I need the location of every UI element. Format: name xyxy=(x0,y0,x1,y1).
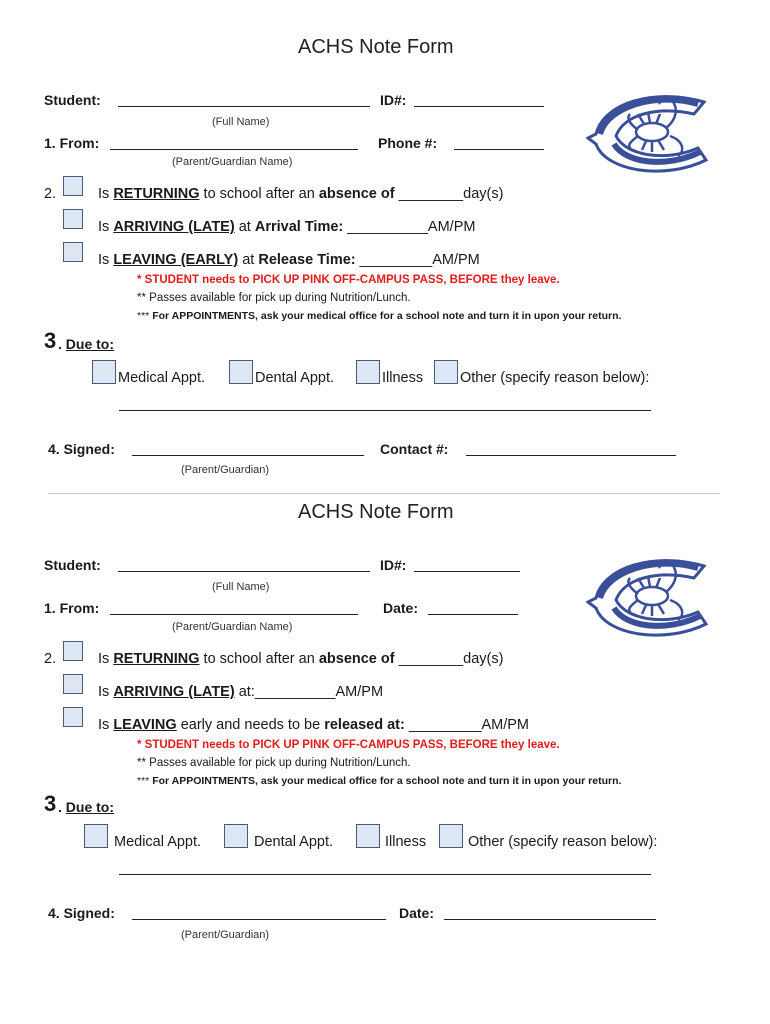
pink-pass-notice: * STUDENT needs to PICK UP PINK OFF-CAMPUS PASS, BEFORE they leave. xyxy=(137,739,560,751)
dental-appt-checkbox[interactable] xyxy=(224,824,248,848)
passes-notice: ** Passes available for pick up during Nutrition/Lunch. xyxy=(137,292,411,304)
other-label: Other (specify reason below): xyxy=(468,834,658,850)
signature-field[interactable] xyxy=(132,919,386,920)
returning-row: Is RETURNING to school after an absence of ________day(s) xyxy=(98,651,504,667)
id-label: ID#: xyxy=(380,557,407,573)
appointments-notice: *** For APPOINTMENTS, ask your medical office for a school note and turn it in upon your return. xyxy=(137,310,622,322)
id-label: ID#: xyxy=(380,92,407,108)
medical-appt-label: Medical Appt. xyxy=(114,834,202,850)
appointments-notice: *** For APPOINTMENTS, ask your medical office for a school note and turn it in upon your return. xyxy=(137,775,622,787)
scorpion-logo-icon xyxy=(586,84,716,181)
item-3-number: 3 xyxy=(44,328,57,353)
other-checkbox[interactable] xyxy=(439,824,463,848)
medical-appt-checkbox[interactable] xyxy=(92,360,116,384)
from-field[interactable] xyxy=(110,614,358,615)
date-label: Date: xyxy=(399,905,435,921)
reason-field[interactable] xyxy=(119,874,651,875)
dental-appt-label: Dental Appt. xyxy=(254,834,333,850)
phone-field[interactable] xyxy=(454,149,544,150)
item-2-number: 2. xyxy=(44,186,57,202)
from-field[interactable] xyxy=(110,149,358,150)
leaving-row: Is LEAVING (EARLY) at Release Time: _________AM/PM xyxy=(98,252,480,268)
student-label: Student: xyxy=(44,92,101,108)
date-label: Date: xyxy=(383,600,419,616)
parent-name-hint: (Parent/Guardian Name) xyxy=(172,156,293,168)
illness-checkbox[interactable] xyxy=(356,360,380,384)
reason-field[interactable] xyxy=(119,410,651,411)
medical-appt-checkbox[interactable] xyxy=(84,824,108,848)
dental-appt-label: Dental Appt. xyxy=(255,370,334,386)
parent-guardian-hint: (Parent/Guardian) xyxy=(181,929,270,941)
pink-pass-notice: * STUDENT needs to PICK UP PINK OFF-CAMPUS PASS, BEFORE they leave. xyxy=(137,274,560,286)
student-name-field[interactable] xyxy=(118,106,370,107)
arriving-row: Is ARRIVING (LATE) at:__________AM/PM xyxy=(98,684,384,700)
other-checkbox[interactable] xyxy=(434,360,458,384)
form-divider xyxy=(48,493,720,494)
contact-label: Contact #: xyxy=(380,441,449,457)
contact-field[interactable] xyxy=(466,455,676,456)
phone-label: Phone #: xyxy=(378,135,438,151)
leaving-row: Is LEAVING early and needs to be released at: _________AM/PM xyxy=(98,717,529,733)
full-name-hint: (Full Name) xyxy=(212,581,270,593)
returning-row: Is RETURNING to school after an absence of ________day(s) xyxy=(98,186,504,202)
arriving-checkbox[interactable] xyxy=(63,674,83,694)
illness-checkbox[interactable] xyxy=(356,824,380,848)
parent-name-hint: (Parent/Guardian Name) xyxy=(172,621,293,633)
id-field[interactable] xyxy=(414,106,544,107)
returning-checkbox[interactable] xyxy=(63,641,83,661)
parent-guardian-hint: (Parent/Guardian) xyxy=(181,464,270,476)
arriving-row: Is ARRIVING (LATE) at Arrival Time: __________AM/PM xyxy=(98,219,476,235)
medical-appt-label: Medical Appt. xyxy=(118,370,206,386)
full-name-hint: (Full Name) xyxy=(212,116,270,128)
leaving-checkbox[interactable] xyxy=(63,242,83,262)
leaving-checkbox[interactable] xyxy=(63,707,83,727)
due-to-label: . Due to: xyxy=(58,336,114,352)
form-title: ACHS Note Form xyxy=(298,501,454,523)
scorpion-logo-icon xyxy=(586,548,716,645)
passes-notice: ** Passes available for pick up during Nutrition/Lunch. xyxy=(137,757,411,769)
id-field[interactable] xyxy=(414,571,520,572)
date-field[interactable] xyxy=(444,919,656,920)
arriving-checkbox[interactable] xyxy=(63,209,83,229)
from-label: 1. From: xyxy=(44,600,100,616)
signature-field[interactable] xyxy=(132,455,364,456)
signed-label: 4. Signed: xyxy=(48,905,115,921)
other-label: Other (specify reason below): xyxy=(460,370,650,386)
due-to-label: . Due to: xyxy=(58,799,114,815)
item-2-number: 2. xyxy=(44,651,57,667)
student-label: Student: xyxy=(44,557,101,573)
returning-checkbox[interactable] xyxy=(63,176,83,196)
student-name-field[interactable] xyxy=(118,571,370,572)
illness-label: Illness xyxy=(385,834,427,850)
date-field[interactable] xyxy=(428,614,518,615)
illness-label: Illness xyxy=(382,370,424,386)
dental-appt-checkbox[interactable] xyxy=(229,360,253,384)
from-label: 1. From: xyxy=(44,135,100,151)
item-3-number: 3 xyxy=(44,791,57,816)
form-title: ACHS Note Form xyxy=(298,36,454,58)
signed-label: 4. Signed: xyxy=(48,441,115,457)
